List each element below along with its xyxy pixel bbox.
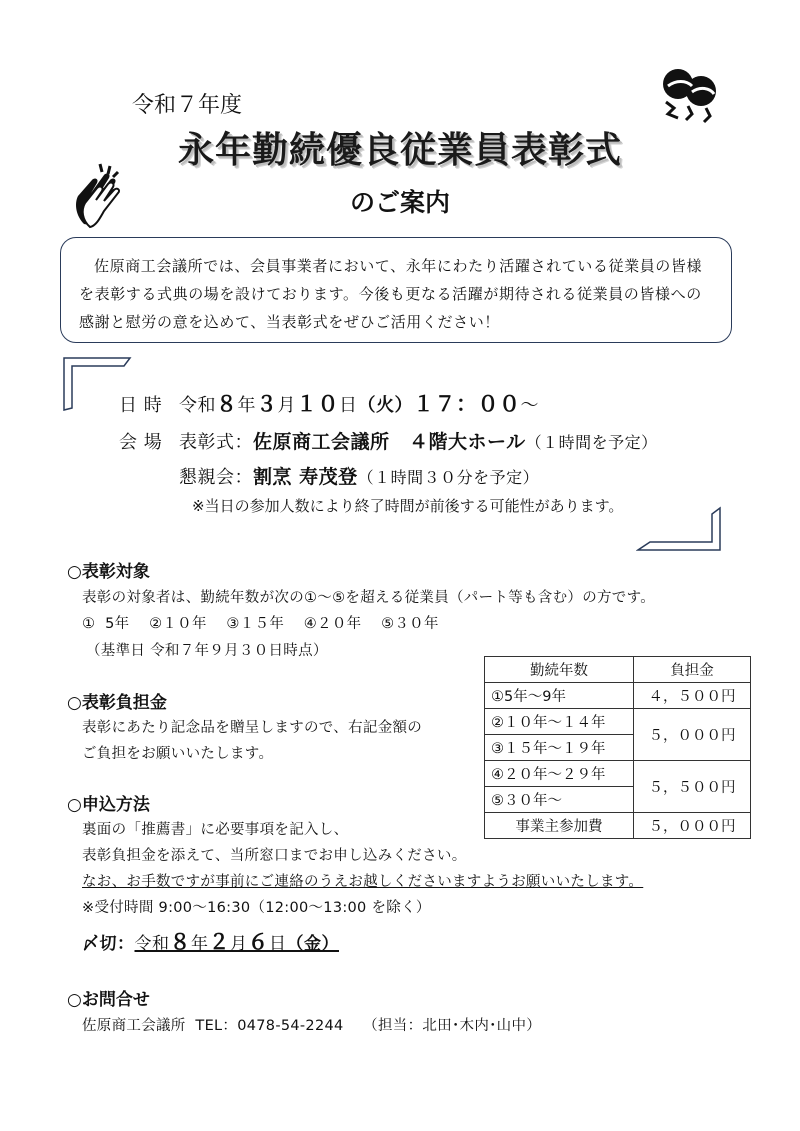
deadline-weekday: （金） <box>286 934 339 954</box>
table-header-row <box>485 657 751 683</box>
fee-table <box>484 656 751 839</box>
date-prefix: 令和 <box>179 395 216 416</box>
date-year: ８ <box>216 392 238 416</box>
table-row <box>485 761 751 787</box>
table-cell-fee: ４，５００円 <box>634 683 751 709</box>
table-header-years: 勤続年数 <box>485 657 634 683</box>
ceremony-place: 佐原商工会議所 ４階大ホール <box>253 431 526 453</box>
fee-line-1: 表彰にあたり記念品を贈呈しますので、右記金額の <box>82 720 423 736</box>
deadline-year: ８ <box>169 930 191 954</box>
deadline-date <box>134 930 340 954</box>
deadline-prefix: 令和 <box>134 934 170 954</box>
deadline-label: 〆切： <box>82 934 135 954</box>
deadline-year-unit: 年 <box>191 934 209 954</box>
deadline-day: ６ <box>247 930 269 954</box>
table-cell-years: ②１０年～１４年 <box>485 709 634 735</box>
date-tilde: ～ <box>520 395 539 416</box>
apply-heading: ○申込方法 <box>67 795 150 815</box>
target-line-3: （基準日 令和７年９月３０日時点） <box>86 643 328 659</box>
fee-heading: ○表彰負担金 <box>67 693 167 713</box>
target-line-2: ① 5年 ②１０年 ③１５年 ④２０年 ⑤３０年 <box>82 616 439 632</box>
table-cell-years: 事業主参加費 <box>485 813 634 839</box>
contact-heading: ○お問合せ <box>67 990 150 1010</box>
fee-line-2: ご負担をお願いいたします。 <box>82 746 274 762</box>
deadline-month-unit: 月 <box>230 934 248 954</box>
ceremony-note: （１時間を予定） <box>525 433 658 452</box>
contact-line: 佐原商工会議所 TEL：0478-54-2244 （担当：北田･木内･山中） <box>82 1018 542 1034</box>
celebration-icon <box>658 62 722 128</box>
event-date-row <box>119 388 539 418</box>
event-party-row <box>179 462 539 489</box>
page-subtitle: のご案内 <box>349 188 450 217</box>
fiscal-year: 令和７年度 <box>132 93 243 118</box>
page-title: 永年勤続優良従業員表彰式 <box>177 130 622 171</box>
target-heading: ○表彰対象 <box>67 562 150 582</box>
apply-line-1: 裏面の「推薦書」に必要事項を記入し、 <box>82 822 349 838</box>
party-label: 懇親会： <box>179 467 253 488</box>
table-cell-years: ①5年～9年 <box>485 683 634 709</box>
table-row <box>485 813 751 839</box>
date-year-unit: 年 <box>237 395 256 416</box>
table-cell-fee: ５，０００円 <box>634 709 751 761</box>
date-day-unit: 日 <box>339 395 358 416</box>
date-month: ３ <box>256 392 278 416</box>
table-cell-years: ④２０年～２９年 <box>485 761 634 787</box>
table-cell-years: ⑤３０年～ <box>485 787 634 813</box>
deadline-row <box>82 926 339 956</box>
corner-frame-bottom-right <box>636 506 722 552</box>
date-weekday: （火） <box>357 395 413 416</box>
intro-box <box>60 237 732 343</box>
date-month-unit: 月 <box>277 395 296 416</box>
target-line-1: 表彰の対象者は、勤続年数が次の①～⑤を超える従業員（パート等も含む）の方です。 <box>82 590 656 606</box>
deadline-day-unit: 日 <box>269 934 287 954</box>
date-day: １０ <box>296 392 339 416</box>
apply-line-4: ※受付時間 9:00～16:30（12:00～13:00 を除く） <box>82 900 431 916</box>
event-note: ※当日の参加人数により終了時間が前後する可能性があります。 <box>192 497 624 515</box>
date-label: 日 時 <box>119 395 163 416</box>
table-row <box>485 709 751 735</box>
intro-text: 佐原商工会議所では、会員事業者において、永年にわたり活躍されている従業員の皆様を表彰する式典の場を設けております。今後も更なる活躍が期待される従業員の皆様への感謝と慰労の意を込めて、当表彰式をぜひご活用ください！ <box>79 257 703 331</box>
table-cell-years: ③１５年～１９年 <box>485 735 634 761</box>
apply-line-2: 表彰負担金を添えて、当所窓口までお申し込みください。 <box>82 848 467 864</box>
apply-line-3: なお、お手数ですが事前にご連絡のうえお越しくださいますようお願いいたします。 <box>82 874 644 890</box>
deadline-month: ２ <box>208 930 230 954</box>
table-header-fee: 負担金 <box>634 657 751 683</box>
party-note: （１時間３０分を予定） <box>357 468 540 487</box>
date-time: １７：００ <box>413 392 521 416</box>
venue-label: 会 場 <box>119 432 163 453</box>
table-row <box>485 683 751 709</box>
table-cell-fee: ５，０００円 <box>634 813 751 839</box>
event-venue-row <box>119 427 658 454</box>
table-cell-fee: ５，５００円 <box>634 761 751 813</box>
ceremony-label: 表彰式： <box>179 432 253 453</box>
party-place: 割烹 寿茂登 <box>253 466 358 488</box>
